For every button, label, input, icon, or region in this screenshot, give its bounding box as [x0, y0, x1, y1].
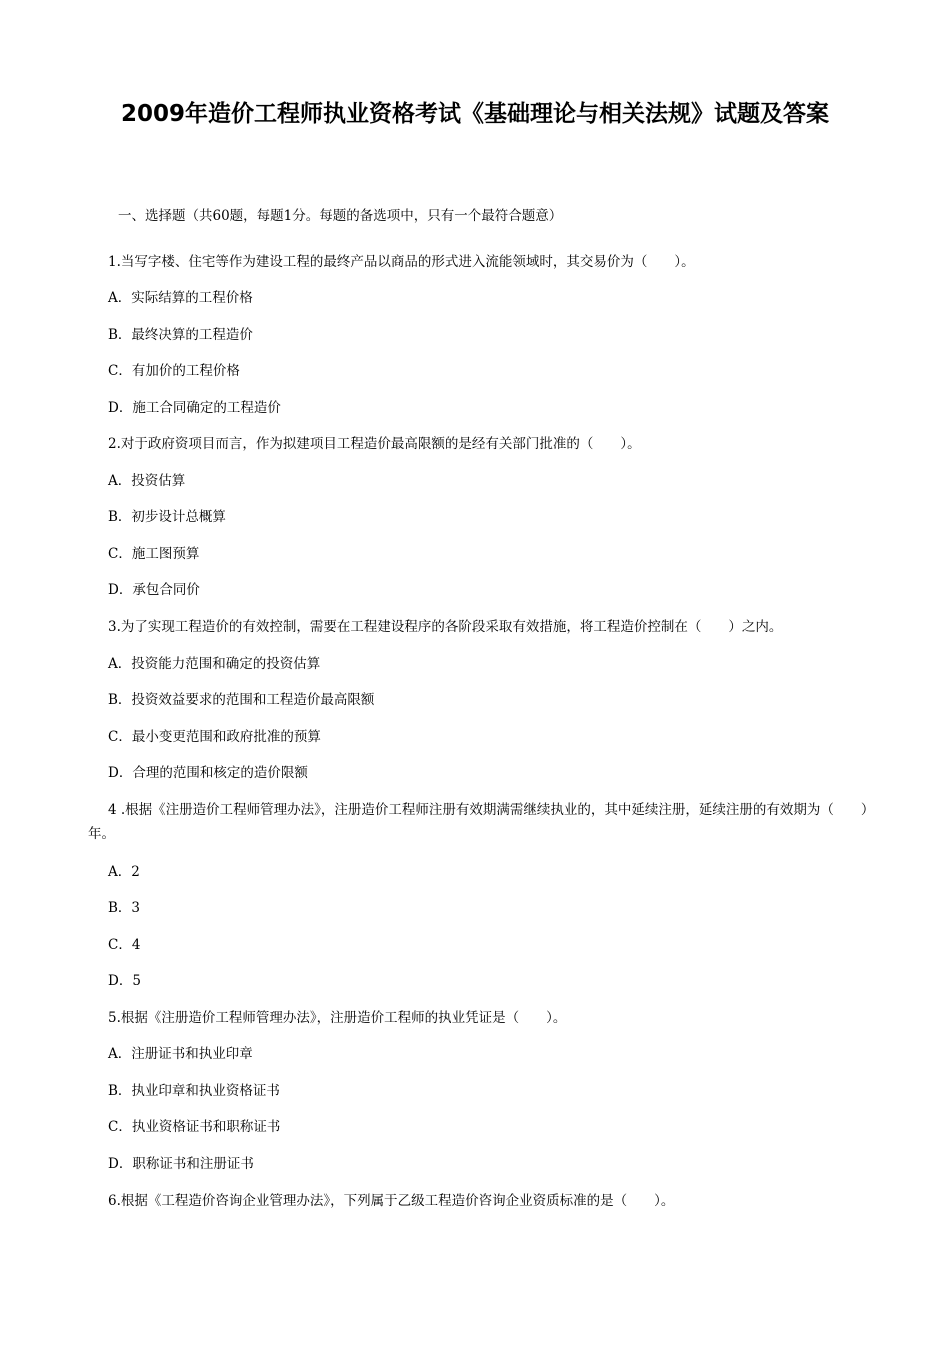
question-2-option-c: C．施工图预算 [108, 546, 200, 562]
question-2-stem: 2.对于政府资项目而言，作为拟建项目工程造价最高限额的是经有关部门批准的（ ）。 [108, 436, 641, 452]
question-5-option-d: D．职称证书和注册证书 [108, 1156, 254, 1172]
question-5-stem: 5.根据《注册造价工程师管理办法》，注册造价工程师的执业凭证是（ ）。 [108, 1010, 567, 1026]
question-5-option-c: C．执业资格证书和职称证书 [108, 1119, 281, 1135]
question-1-option-b: B．最终决算的工程造价 [108, 327, 253, 343]
question-4-option-b: B．3 [108, 900, 141, 916]
question-2-option-d: D．承包合同价 [108, 582, 200, 598]
question-3-stem: 3.为了实现工程造价的有效控制，需要在工程建设程序的各阶段采取有效措施，将工程造价控制在（ ）之内。 [108, 619, 783, 635]
question-6-stem: 6.根据《工程造价咨询企业管理办法》，下列属于乙级工程造价咨询企业资质标准的是（ ）。 [108, 1193, 675, 1209]
question-4-option-d: D．5 [108, 973, 141, 989]
question-1-option-c: C．有加价的工程价格 [108, 363, 240, 379]
question-1-stem: 1.当写字楼、住宅等作为建设工程的最终产品以商品的形式进入流能领域时，其交易价为（ ）。 [108, 254, 695, 270]
section-heading: 一、选择题（共60题，每题1分。每题的备选项中，只有一个最符合题意） [118, 208, 563, 224]
question-2-option-a: A．投资估算 [108, 473, 186, 489]
question-4-option-c: C．4 [108, 937, 141, 953]
question-4-stem: 4 .根据《注册造价工程师管理办法》，注册造价工程师注册有效期满需继续执业的，其中延续注册，延续注册的有效期为（ ）年。 [88, 802, 875, 842]
question-5-option-a: A．注册证书和执业印章 [108, 1046, 253, 1062]
question-4-option-a: A．2 [108, 864, 140, 880]
question-1-option-a: A．实际结算的工程价格 [108, 290, 253, 306]
document-title: 2009年造价工程师执业资格考试《基础理论与相关法规》试题及答案 [120, 101, 829, 127]
question-5-option-b: B．执业印章和执业资格证书 [108, 1083, 280, 1099]
question-2-option-b: B．初步设计总概算 [108, 509, 226, 525]
question-3-option-a: A．投资能力范围和确定的投资估算 [108, 656, 321, 672]
question-3-option-c: C．最小变更范围和政府批准的预算 [108, 729, 321, 745]
question-3-option-b: B．投资效益要求的范围和工程造价最高限额 [108, 692, 375, 708]
question-3-option-d: D．合理的范围和核定的造价限额 [108, 765, 308, 781]
question-1-option-d: D．施工合同确定的工程造价 [108, 400, 281, 416]
